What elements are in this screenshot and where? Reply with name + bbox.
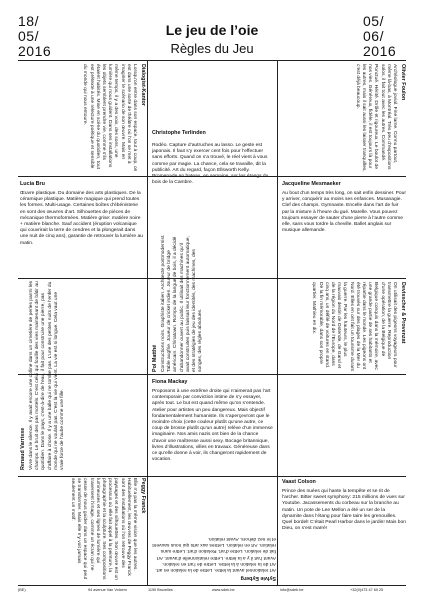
entry-text: Œuvre plastique. Du domaine des arts plastiques. De la céramique plastique. Matière magique qui prend toutes les formes. Multi-usage. Certaines boîtes d’ébénisterie en sont des œuvres d’art. Silhouettes de pièces de mécanique thermoformées. Matière grise: matière noire + matière blanche. Sauf accident (éruption volcanique qui couvrirait la terre de cendres et la plongerait dans une nuit de cinq ans), garantie de retrouver la lumière au matin.	[20, 191, 143, 246]
entry-name: Dialogist-Kantor	[140, 64, 146, 106]
date-end: 05/ 06/ 2016	[363, 13, 397, 59]
rule-row-2	[18, 278, 406, 279]
entry-text: Proposons à une extrême droite qui n’aimerait pas l’art contemporain par conviction intime de s’y essayer, après tout. Le but est quand même qu’on s’entende. Atelier pour artistes un peu dangereux. Mais objectif fondamentalement humaniste. Ils s’aperçevront que le moindre choix (cette couleur plutôt qu’une autre, ce coup de brosse plutôt qu’un autre) relève d’un immense imaginaire. Nos amis nazis ont bien de la chance d’avoir une maîtresse aussi sexy. Bocage britannique, livres d’illustrations, villes en travaux. Généreuse dans ce qu’elle donne à voir, ils changeront rapidement de vocation.	[152, 389, 273, 463]
entry-text: Art relationnel avant la lettre. Lettre de la relation en art. Art de la relation à la lettre. Lettre de l’art en relation. Avant l’art il y a la lettre. Lettre relationnelle d’avant. Art fait de relation. Lettre d’art. Relation d’art. Lettre sans relation. Art en relation. Lettres aux arts qui nous sauvent et le nez dehors. Avant relation.	[152, 535, 276, 572]
column-divider-right	[277, 60, 278, 585]
footer-city: 1190 Bruxelles	[148, 588, 173, 592]
entry-renaud	[20, 280, 66, 470]
entry-name: Vaast Colson	[282, 479, 316, 485]
entry-text: Vivre dans le silence. Il y avait encore une colline dans un cimetière de perles parmi les champs. Le bruit des pas mortels. C’est celui qui fouille des vies maintenant de bâtir au quotidien. Dans le pays, c’est-à-dire de l’eau, il fait pour construire une pierre, pas d’affaire à chose. Il y a une balle qui ne tombe pas. L’une des petites nuits de l’enfer du monde qui ne voulait pas. C’est la vie qui vient. La vie est si longue. Cela vaut une vraie force de l’aube comme une fille.	[29, 280, 66, 470]
entry-text: Elle n’a pas la même vision que les autres. Habituellement, les œuvres de Peggy Franck sont des installations où l’on retrouve des paysages et des silhouettes. Son œuvre est un processus où elle fait appel à la peinture, la photographie et la sculpture. Ses compositions lumineuses et ses lignes de lumière qui traversent l’image, comme un écran qui ne cesse de nous guider dans un espace qui peut se transformer. Mais elle n’y voit jamais seulement un motif.	[69, 478, 137, 580]
entry-name: Olivier Foulon	[400, 64, 406, 101]
entry-peggy	[69, 478, 146, 583]
entry-vaast	[282, 479, 406, 532]
entry-name: Christophe Terlinden	[152, 130, 206, 136]
entry-christophe	[152, 130, 272, 186]
entry-name: Pol Matthé	[152, 344, 158, 372]
entry-olivier	[354, 64, 406, 172]
entry-name: Renaud Varrisse	[20, 427, 26, 470]
footer-street: 94 avenue Van Volxem	[88, 588, 127, 592]
entry-jacqueline	[282, 181, 406, 234]
entry-text: Rodéo. Capture d’autruches au lasso. Le geste est japonais. Il faut s’y exercer cent fois pour l’effectuer sans efforts. Quand on s’a trouvé, le réel vient à vous comme par magie. La chance, cela se travaille, dit la publicité. Art du regard, façon Ellsworth Kelly. Promenade en bateau, en semaine, sur les étangs du bois de la Cambre.	[152, 143, 269, 186]
footer-website[interactable]: www.sdeb.be	[212, 588, 235, 592]
entry-name: Sylvie Eyberg	[240, 575, 276, 581]
entry-text: On utilisait des pigeons voyageurs pour transmettre la guerre. Reproduction d’une opération, de la Belgique de Belgique conquis dans la mémoire, avec une grande partie de ses habitants et répartie dans le monde. Les pigeons ont été trouvés sur des plages de la Mer du Nord. Elles en ont fait un tourisme durant la guerre. Par les hauteurs, le plus mauvais destin de Ostende, de Gand et de la région du Nord de l’Europe, dans cinq ans, un défilé de voitures en stand. De la fin mémorable, dans son propre quartier. Mathieu en dix.	[311, 282, 397, 371]
page-subtitle: Règles du Jeu	[170, 41, 254, 56]
entry-text: Au bout d’un temps très long, on sait enfin dessiner. Pour y arriver, conquérir au moins ses enfances. Musanagie. Clef des champs. Gymnaste. Encelle dans l’art de fuir par la mixture à l’heure du gué. Marelle. Vous pouvez toujours essayer de sauter d’une pierre à l’autre comme elle, sans vous tordre la cheville. Ballet anglais sur musique allemande.	[282, 191, 406, 234]
entry-sylvie	[152, 515, 276, 581]
entry-devisscher	[310, 282, 406, 372]
entry-name: Fiona Mackay	[152, 379, 188, 385]
footer-country: (BE)	[18, 588, 26, 592]
entry-fiona	[152, 379, 274, 463]
entry-text: Archéologue jovial. Fine lame. Connu partout, même là-bas, à Montréal. Très peu d’expositions solos, il fait tout avec les autres. Commandé. Ponctué. Hérité. Drôle et rigoureux. Le boulot de nos vies. Généreux, fidèle, il est toujours là pour les autres, mais il sait aussi les laisser tranquilles, c’est déjà beaucoup.	[354, 64, 397, 172]
entry-text: Lorsqu’on entre dans son espace, tout à coup, on est dans une sorte de théâtre où l’on se met à imaginer le scénario de son œuvre. Mais en même temps, il y a des voix, des sons, une lumière qui nous guident. Dans ses installations les objets semblent prendre vie, comme s’ils étaient habités. Mise en scène du quotidien, tout est prétexte à une relecture poétique et sensible du monde qui nous entoure.	[82, 64, 137, 172]
entry-name: Peggy Franck	[140, 478, 146, 514]
date-start: 18/ 05/ 2016	[18, 13, 52, 59]
page-title: Le jeu de l’oie	[165, 22, 259, 38]
rule-top	[18, 60, 406, 61]
footer-email[interactable]: info@sdeb.be	[280, 588, 304, 592]
entry-text: Prince des nuées qui hante la tempête et se rit de l’archer. Bitter sweet symphony: 215 millions de vues sur Youtube. Jacassements du corbeau sur la branche au matin. Un pote de Lee Mellon a été un ser de la dynamite dans l’étang pour faire taire les grenouilles. Quel bordel! C’était Pearl Harbor dans le jardin! Mais bon Dieu, on s’est marré!	[282, 489, 406, 532]
entry-name: Devisscher & Provenzat	[400, 282, 406, 344]
entry-dialogist	[81, 64, 146, 172]
rule-bottom	[18, 585, 406, 586]
rule-row-4	[18, 476, 406, 477]
entry-text: Constructions noirs. Graphiste italien. Architecte postmodernist. Table augfrie. Joueur de cricket indien. Joueur de bridge américain. Chinatown. Rompu de la langue de bois, il a décidé d’abandonner ouvert au public. Il utilisait des machines qu’il avait construites puis laissait leur fonctionnement automatique, et des stratégies de jeu des identités, des machines, des songes, des règles absolues.	[161, 234, 204, 372]
entry-name: Jacqueline Mesmaeker	[282, 181, 341, 187]
rule-row-3	[18, 374, 406, 375]
entry-name: Lucia Bru	[20, 181, 45, 187]
column-divider-left	[147, 60, 148, 585]
footer-phone: +32(0)473 47 60 25	[350, 588, 384, 592]
entry-pol	[152, 232, 204, 372]
entry-lucia	[20, 181, 143, 247]
